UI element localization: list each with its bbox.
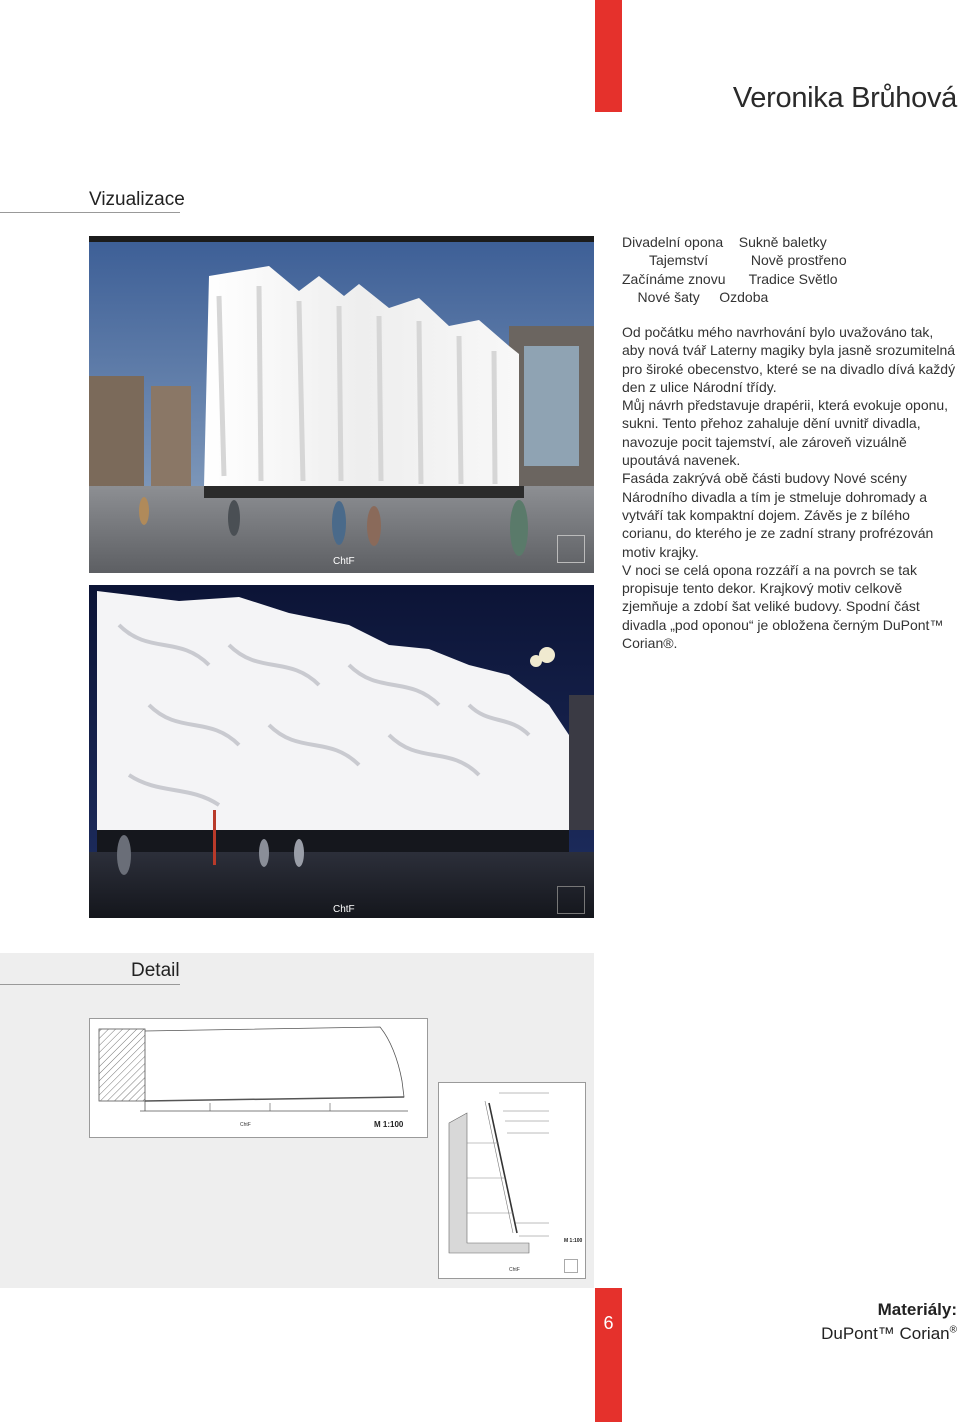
- author-name: Veronika Brůhová: [732, 82, 957, 114]
- drawing-frame-mark: [564, 1259, 578, 1273]
- section-divider: [0, 984, 180, 985]
- accent-bar-top: [595, 0, 622, 112]
- image-watermark: ChtF: [333, 904, 355, 915]
- drawing-scale: M 1:100: [564, 1238, 583, 1244]
- poem-line: Začínáme znovu Tradice Světlo: [622, 270, 838, 287]
- section-title-detail: Detail: [131, 960, 180, 981]
- image-frame-mark: [557, 535, 585, 563]
- poem-block: [622, 233, 952, 306]
- day-visualization-photo: [89, 236, 594, 573]
- drawing-mark: ChtF: [240, 1122, 251, 1128]
- description-text: [622, 323, 958, 652]
- image-frame-mark: [557, 886, 585, 914]
- poem-line: Nové šaty Ozdoba: [622, 288, 769, 305]
- drawing-mark: ChtF: [509, 1267, 520, 1273]
- night-scene-image: [89, 585, 594, 918]
- accent-bar-bottom: [595, 1288, 622, 1422]
- materials-heading: Materiály:: [877, 1300, 957, 1319]
- drawing-scale: M 1:100: [374, 1120, 404, 1129]
- image-watermark: ChtF: [333, 556, 355, 567]
- section-title-visualization: Vizualizace: [89, 189, 185, 210]
- materials-value: [821, 1324, 957, 1344]
- night-visualization-photo: [89, 585, 594, 918]
- elevation-drawing: [89, 1018, 428, 1138]
- section-drawing: [438, 1082, 586, 1279]
- paragraph: V noci se celá opona rozzáří a na povrch se tak propisuje tento dekor. Krajkový motiv celkově zjemňuje a zdobí šat veliké budovy. Spodní část divadla „pod oponou“ je obložena černým DuPont™ Corian®.: [622, 561, 944, 652]
- paragraph: Fasáda zakrývá obě části budovy Nové scény Národního divadla a tím je stmeluje dohromady a vytváří tak kompaktní dojem. Závěs je z bílého corianu, do kterého je ze zadní strany profrézován motiv krajky.: [622, 470, 934, 560]
- poem-line: Divadelní opona Sukně baletky: [622, 234, 827, 250]
- paragraph: Od počátku mého navrhování bylo uvažováno tak, aby nová tvář Laterny magiky byla jasně srozumitelná pro široké obecenstvo, které se na divadlo dívá každý den z ulice Národní třídy.: [622, 324, 956, 395]
- section-sketch: [439, 1083, 585, 1278]
- day-scene-image: [89, 236, 594, 573]
- section-divider: [0, 212, 180, 213]
- poem-line: Tajemství Nově prostřeno: [622, 252, 847, 269]
- registered-mark: ®: [949, 1324, 957, 1336]
- page-number: 6: [603, 1313, 614, 1333]
- materials-name: DuPont™ Corian: [821, 1324, 950, 1343]
- paragraph: Můj návrh představuje drapérii, která evokuje oponu, sukni. Tento přehoz zahaluje dění uvnitř divadla, navozuje pocit tajemství, ale zároveň vizuálně upoutává navenek.: [622, 397, 949, 469]
